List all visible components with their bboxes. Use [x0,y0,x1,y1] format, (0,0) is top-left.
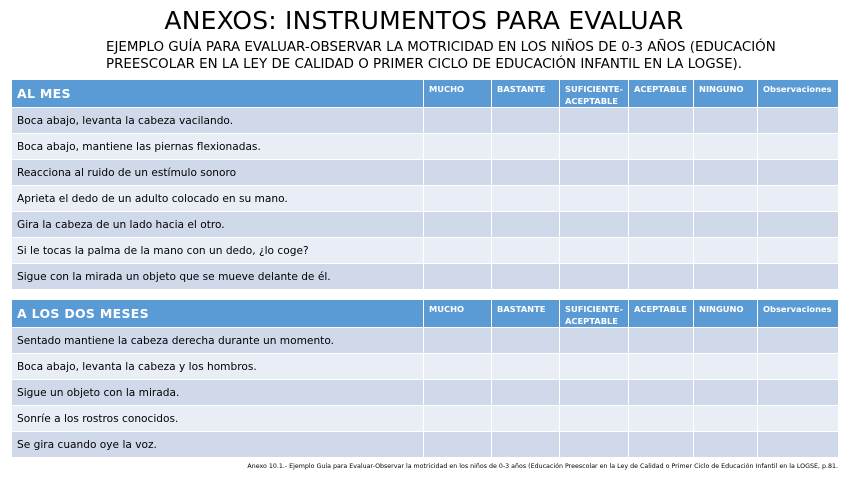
rating-cell-suficiente-aceptable[interactable] [560,264,628,289]
rating-cell-suficiente-aceptable[interactable] [560,406,628,431]
rating-cell-bastante[interactable] [492,212,559,237]
rating-cell-suficiente-aceptable[interactable] [560,328,628,353]
figure-caption: Anexo 10.1.- Ejemplo Guía para Evaluar-Observar la motricidad en los niños de 0-3 años (Educación Preescolar en la Ley de Calidad o Primer Ciclo de Educación Infantil en la LOGSE, p.81. [247,463,838,470]
page-title: ANEXOS: INSTRUMENTOS PARA EVALUAR [164,6,684,35]
item-label: Se gira cuando oye la voz. [12,432,423,457]
rating-cell-mucho[interactable] [424,328,491,353]
rating-cell-ninguno[interactable] [694,328,757,353]
column-header-observaciones: Observaciones [758,300,838,327]
rating-cell-mucho[interactable] [424,134,491,159]
rating-cell-aceptable[interactable] [629,108,693,133]
item-label: Sigue un objeto con la mirada. [12,380,423,405]
rating-cell-ninguno[interactable] [694,134,757,159]
table-row [12,212,838,237]
rating-cell-suficiente-aceptable[interactable] [560,354,628,379]
rating-cell-ninguno[interactable] [694,186,757,211]
table-row [12,264,838,289]
rating-cell-suficiente-aceptable[interactable] [560,108,628,133]
rating-cell-aceptable[interactable] [629,406,693,431]
observaciones-cell[interactable] [758,432,838,457]
column-header-bastante: BASTANTE [492,80,559,107]
rating-cell-aceptable[interactable] [629,212,693,237]
section-title: AL MES [12,80,423,107]
item-label: Gira la cabeza de un lado hacia el otro. [12,212,423,237]
table-row [12,406,838,431]
column-header-ninguno: NINGUNO [694,300,757,327]
table-row [12,238,838,263]
observaciones-cell[interactable] [758,406,838,431]
column-header-suficiente-aceptable: SUFICIENTE-ACEPTABLE [560,300,628,327]
rating-cell-ninguno[interactable] [694,406,757,431]
observaciones-cell[interactable] [758,108,838,133]
rating-cell-suficiente-aceptable[interactable] [560,134,628,159]
rating-cell-bastante[interactable] [492,432,559,457]
rating-cell-aceptable[interactable] [629,238,693,263]
rating-cell-mucho[interactable] [424,380,491,405]
table-row [12,186,838,211]
observaciones-cell[interactable] [758,264,838,289]
item-label: Si le tocas la palma de la mano con un dedo, ¿lo coge? [12,238,423,263]
table-row [12,328,838,353]
rating-cell-ninguno[interactable] [694,238,757,263]
item-label: Aprieta el dedo de un adulto colocado en su mano. [12,186,423,211]
item-label: Boca abajo, levanta la cabeza y los hombros. [12,354,423,379]
rating-cell-ninguno[interactable] [694,264,757,289]
rating-cell-ninguno[interactable] [694,212,757,237]
table-row [12,432,838,457]
table-row [12,160,838,185]
item-label: Sigue con la mirada un objeto que se mueve delante de él. [12,264,423,289]
rating-cell-bastante[interactable] [492,108,559,133]
rating-cell-bastante[interactable] [492,264,559,289]
item-label: Boca abajo, levanta la cabeza vacilando. [12,108,423,133]
column-header-bastante: BASTANTE [492,300,559,327]
rating-cell-ninguno[interactable] [694,380,757,405]
rating-cell-ninguno[interactable] [694,160,757,185]
rating-cell-mucho[interactable] [424,406,491,431]
table-row [12,108,838,133]
column-header-aceptable: ACEPTABLE [629,80,693,107]
rating-cell-bastante[interactable] [492,406,559,431]
item-label: Boca abajo, mantiene las piernas flexionadas. [12,134,423,159]
rating-cell-bastante[interactable] [492,354,559,379]
item-label: Reacciona al ruido de un estímulo sonoro [12,160,423,185]
column-header-ninguno: NINGUNO [694,80,757,107]
rating-cell-ninguno[interactable] [694,432,757,457]
rating-cell-aceptable[interactable] [629,354,693,379]
table-row [12,134,838,159]
rating-cell-mucho[interactable] [424,186,491,211]
observaciones-cell[interactable] [758,380,838,405]
rating-cell-mucho[interactable] [424,264,491,289]
column-header-aceptable: ACEPTABLE [629,300,693,327]
column-header-mucho: MUCHO [424,80,491,107]
rating-cell-aceptable[interactable] [629,160,693,185]
observaciones-cell[interactable] [758,328,838,353]
column-header-mucho: MUCHO [424,300,491,327]
rating-cell-mucho[interactable] [424,160,491,185]
evaluation-table-al-mes [11,79,839,290]
rating-cell-suficiente-aceptable[interactable] [560,160,628,185]
rating-cell-mucho[interactable] [424,238,491,263]
rating-cell-mucho[interactable] [424,432,491,457]
rating-cell-aceptable[interactable] [629,186,693,211]
rating-cell-bastante[interactable] [492,134,559,159]
rating-cell-aceptable[interactable] [629,432,693,457]
rating-cell-ninguno[interactable] [694,354,757,379]
rating-cell-mucho[interactable] [424,108,491,133]
rating-cell-suficiente-aceptable[interactable] [560,432,628,457]
observaciones-cell[interactable] [758,134,838,159]
rating-cell-bastante[interactable] [492,380,559,405]
item-label: Sonríe a los rostros conocidos. [12,406,423,431]
observaciones-cell[interactable] [758,160,838,185]
rating-cell-bastante[interactable] [492,238,559,263]
observaciones-cell[interactable] [758,186,838,211]
rating-cell-suficiente-aceptable[interactable] [560,186,628,211]
rating-cell-aceptable[interactable] [629,328,693,353]
rating-cell-aceptable[interactable] [629,134,693,159]
observaciones-cell[interactable] [758,354,838,379]
rating-cell-mucho[interactable] [424,212,491,237]
rating-cell-aceptable[interactable] [629,264,693,289]
observaciones-cell[interactable] [758,212,838,237]
column-header-suficiente-aceptable: SUFICIENTE-ACEPTABLE [560,80,628,107]
table-header-row [12,80,838,107]
observaciones-cell[interactable] [758,238,838,263]
rating-cell-bastante[interactable] [492,160,559,185]
item-label: Sentado mantiene la cabeza derecha durante un momento. [12,328,423,353]
table-row [12,354,838,379]
section-title: A LOS DOS MESES [12,300,423,327]
rating-cell-suficiente-aceptable[interactable] [560,238,628,263]
rating-cell-bastante[interactable] [492,328,559,353]
column-header-observaciones: Observaciones [758,80,838,107]
table-row [12,380,838,405]
rating-cell-ninguno[interactable] [694,108,757,133]
rating-cell-suficiente-aceptable[interactable] [560,380,628,405]
rating-cell-bastante[interactable] [492,186,559,211]
table-header-row [12,300,838,327]
rating-cell-mucho[interactable] [424,354,491,379]
page-subtitle: EJEMPLO GUÍA PARA EVALUAR-OBSERVAR LA MOTRICIDAD EN LOS NIÑOS DE 0-3 AÑOS (EDUCACIÓN PREESCOLAR EN LA LEY DE CALIDAD O PRIMER CICLO DE EDUCACIÓN INFANTIL EN LA LOGSE). [106,40,776,72]
rating-cell-aceptable[interactable] [629,380,693,405]
evaluation-table-a-los-dos-meses [11,299,839,458]
rating-cell-suficiente-aceptable[interactable] [560,212,628,237]
